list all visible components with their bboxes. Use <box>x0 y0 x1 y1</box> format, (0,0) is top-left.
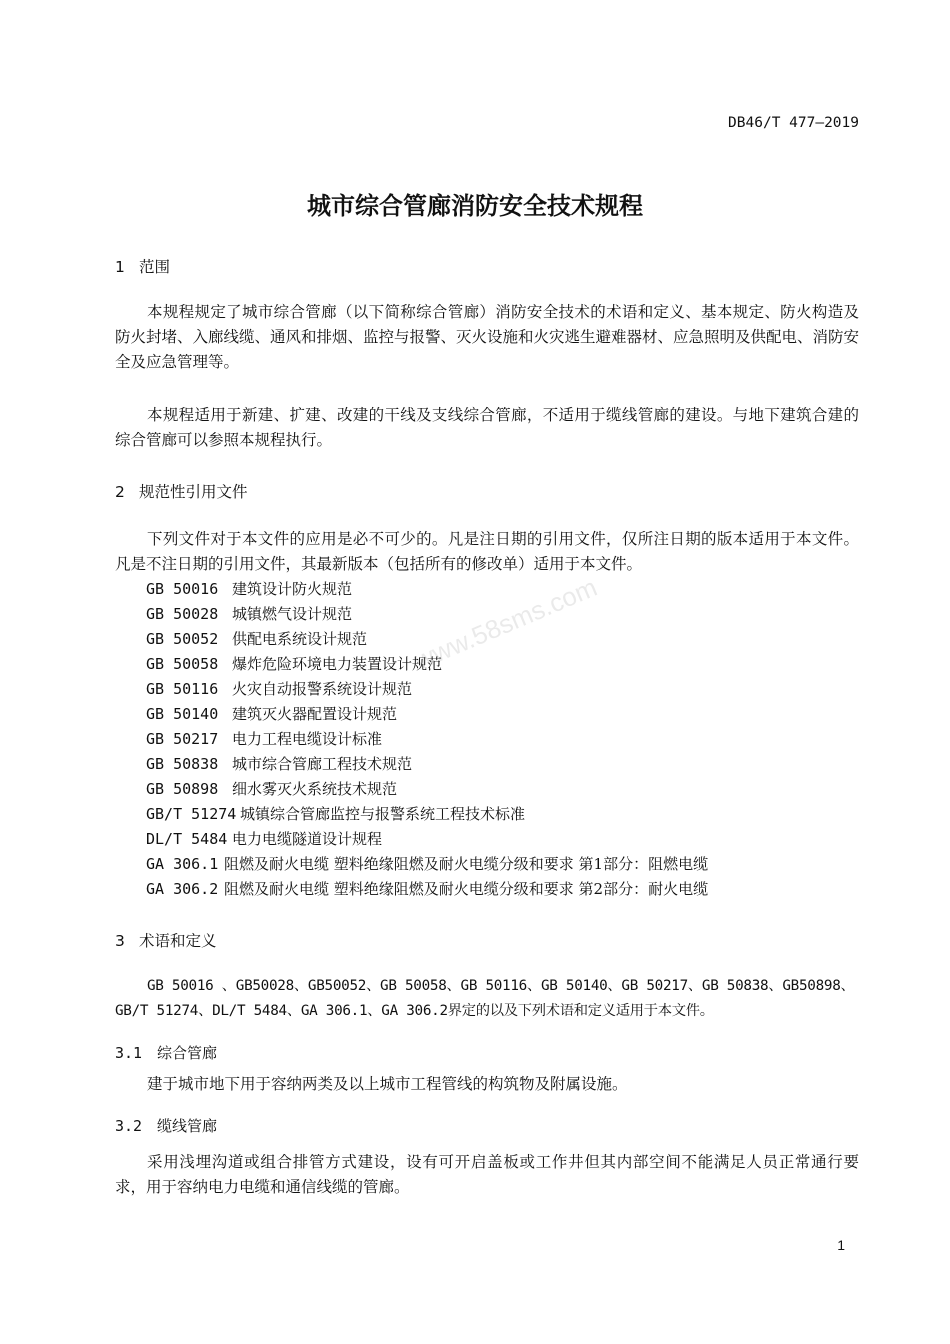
reference-title: 细水雾灭火系统技术规范 <box>232 780 398 798</box>
section-title: 术语和定义 <box>139 932 217 950</box>
section-heading-scope <box>115 255 170 277</box>
term-heading <box>115 1042 217 1063</box>
section-number: 3 <box>115 932 125 950</box>
references-intro: 下列文件对于本文件的应用是必不可少的。凡是注日期的引用文件，仅所注日期的版本适用于本文件。凡是不注日期的引用文件，其最新版本（包括所有的修改单）适用于本文件。 <box>115 530 859 573</box>
reference-title: 爆炸危险环境电力装置设计规范 <box>232 655 443 673</box>
reference-item <box>146 752 708 777</box>
section-number: 1 <box>115 258 125 276</box>
reference-item <box>146 727 708 752</box>
reference-title: 城镇综合管廊监控与报警系统工程技术标准 <box>240 805 526 823</box>
reference-code: GB 50058 <box>146 655 219 673</box>
reference-title: 电力电缆隧道设计规程 <box>232 830 383 848</box>
section-title: 范围 <box>139 258 171 276</box>
reference-item <box>146 802 708 827</box>
watermark: www.58sms.com <box>410 571 602 676</box>
reference-item <box>146 677 708 702</box>
section-heading-terms <box>115 929 217 951</box>
term-heading <box>115 1115 217 1136</box>
reference-title: 城镇燃气设计规范 <box>232 605 353 623</box>
reference-code: GB 50217 <box>146 730 219 748</box>
reference-item <box>146 852 708 877</box>
section-number: 2 <box>115 483 125 501</box>
section-heading-normative-references <box>115 480 248 502</box>
reference-code: GB 50116 <box>146 680 219 698</box>
reference-code: GB/T 51274 <box>146 805 237 823</box>
reference-code: GB 50028 <box>146 605 219 623</box>
term-name: 综合管廊 <box>157 1044 218 1062</box>
reference-code: GB 50016 <box>146 580 219 598</box>
reference-code: GB 50838 <box>146 755 219 773</box>
reference-code: GB 50052 <box>146 630 219 648</box>
terms-intro-line-1: GB 50016 、GB50028、GB50052、GB 50058、GB 50116、GB 50140、GB 50217、GB 50838、GB50898、 <box>147 978 855 994</box>
reference-item <box>146 777 708 802</box>
reference-title: 供配电系统设计规范 <box>232 630 368 648</box>
reference-title: 阻燃及耐火电缆 塑料绝缘阻燃及耐火电缆分级和要求 第2部分：耐火电缆 <box>224 880 709 898</box>
reference-code: GA 306.2 <box>146 880 219 898</box>
reference-code: DL/T 5484 <box>146 830 228 848</box>
reference-title: 建筑灭火器配置设计规范 <box>232 705 398 723</box>
scope-paragraph-1: 本规程规定了城市综合管廊（以下简称综合管廊）消防安全技术的术语和定义、基本规定、防火构造及防火封堵、入廊线缆、通风和排烟、监控与报警、灭火设施和火灾逃生避难器材、应急照明及供配电、消防安全及应急管理等。 <box>115 303 860 371</box>
reference-code: GB 50140 <box>146 705 219 723</box>
section-title: 规范性引用文件 <box>139 483 248 501</box>
document-code: DB46/T 477—2019 <box>728 115 859 131</box>
reference-title: 建筑设计防火规范 <box>232 580 353 598</box>
term-number: 3.2 <box>115 1117 143 1135</box>
reference-item <box>146 702 708 727</box>
reference-title: 阻燃及耐火电缆 塑料绝缘阻燃及耐火电缆分级和要求 第1部分：阻燃电缆 <box>224 855 709 873</box>
reference-item <box>146 602 708 627</box>
scope-paragraph-2: 本规程适用于新建、扩建、改建的干线及支线综合管廊，不适用于缆线管廊的建设。与地下建筑合建的综合管廊可以参照本规程执行。 <box>115 406 859 449</box>
reference-code: GA 306.1 <box>146 855 219 873</box>
term-definition: 采用浅埋沟道或组合排管方式建设，设有可开启盖板或工作井但其内部空间不能满足人员正常通行要求，用于容纳电力电缆和通信线缆的管廊。 <box>115 1153 859 1196</box>
reference-title: 城市综合管廊工程技术规范 <box>232 755 413 773</box>
term-number: 3.1 <box>115 1044 143 1062</box>
reference-code: GB 50898 <box>146 780 219 798</box>
reference-list <box>146 577 708 902</box>
term-definition: 建于城市地下用于容纳两类及以上城市工程管线的构筑物及附属设施。 <box>147 1075 628 1093</box>
reference-item <box>146 577 708 602</box>
terms-intro-line-2: GB/T 51274、DL/T 5484、GA 306.1、GA 306.2界定的以及下列术语和定义适用于本文件。 <box>115 1003 714 1019</box>
reference-title: 火灾自动报警系统设计规范 <box>232 680 413 698</box>
reference-item <box>146 827 708 852</box>
reference-item <box>146 877 708 902</box>
page-title: 城市综合管廊消防安全技术规程 <box>307 192 643 220</box>
page-number: 1 <box>837 1237 845 1253</box>
term-name: 缆线管廊 <box>157 1117 218 1135</box>
reference-title: 电力工程电缆设计标准 <box>232 730 383 748</box>
